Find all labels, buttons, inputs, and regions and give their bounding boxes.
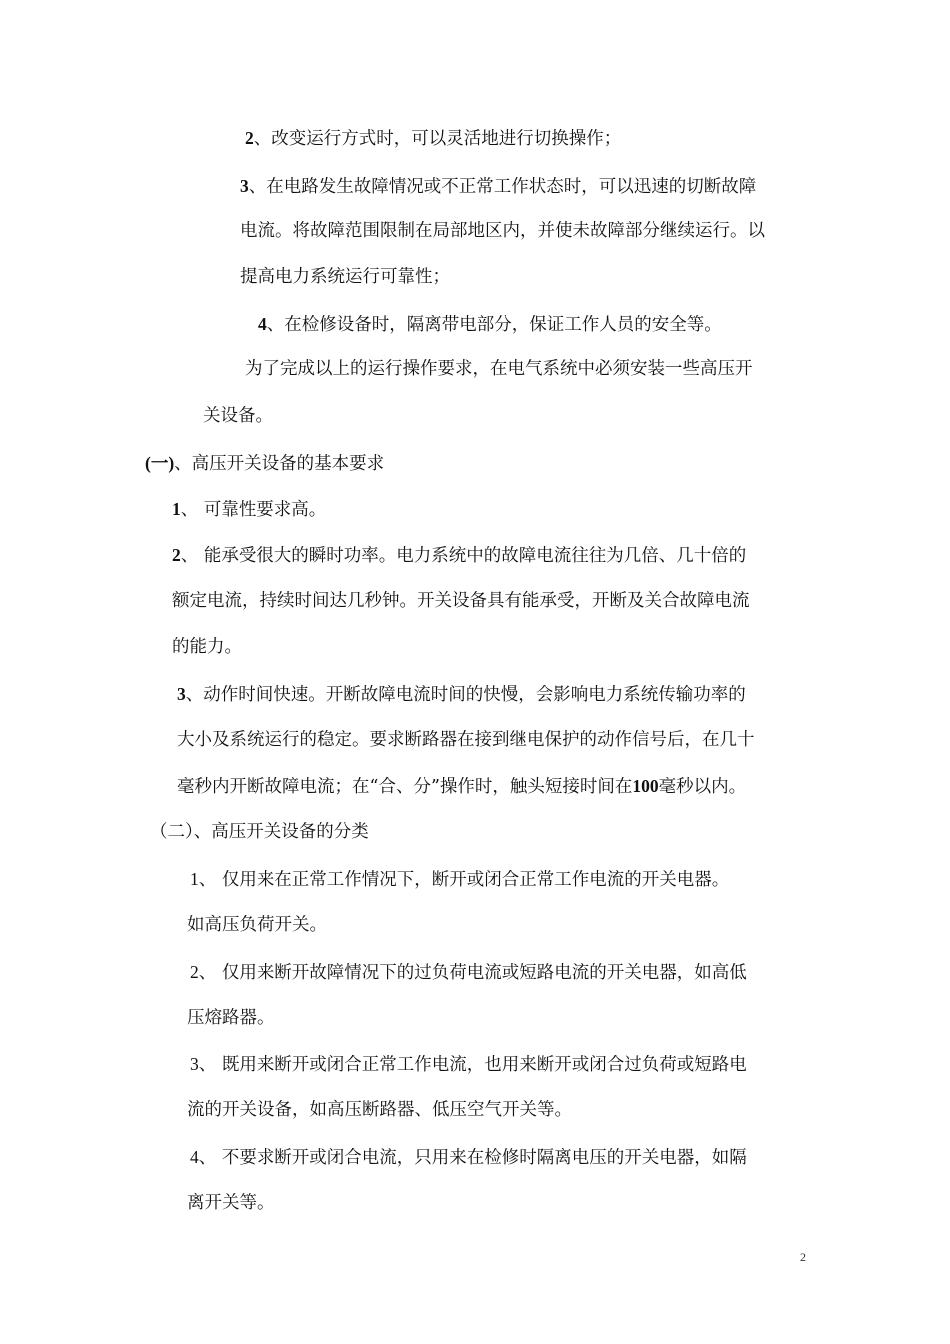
section-1-item-3-line-2: 大小及系统运行的稳定。要求断路器在接到继电保护的动作信号后，在几十 [177,730,755,750]
section-number: (一) [145,453,175,473]
section-2-item-4-line-2: 离开关等。 [187,1193,275,1213]
intro-item-2 [245,126,621,151]
intro-item-4 [258,312,722,337]
item-number: 3 [190,1054,199,1074]
section-title: 、高压开关设备的基本要求 [174,454,385,474]
intro-item-3-line-3: 提高电力系统运行可靠性； [240,267,450,287]
page-number: 2 [800,1250,806,1264]
item-number: 3 [177,684,186,704]
item-text: 、 不要求断开或闭合电流，只用来在检修时隔离电压的开关电器，如隔 [198,1148,747,1168]
section-2-item-4-line-1 [190,1145,747,1170]
section-2-item-1-line-1 [190,867,729,892]
section-1-item-2-line-1 [172,543,746,568]
inline-number: 100 [632,776,659,796]
section-2-item-2-line-1 [190,960,747,985]
section-1-item-2-line-2: 额定电流，持续时间达几秒钟。开关设备具有能承受，开断及关合故障电流 [172,591,750,611]
section-2-item-3-line-2: 流的开关设备，如高压断路器、低压空气开关等。 [187,1100,572,1120]
item-number: 3 [240,176,249,196]
item-text: 、在检修设备时，隔离带电部分，保证工作人员的安全等。 [266,315,722,335]
section-1-item-1 [172,497,326,522]
section-1-item-3-line-1 [177,682,746,707]
intro-summary-line-2: 关设备。 [203,406,273,426]
item-text: 、 能承受很大的瞬时功率。电力系统中的故障电流往往为几倍、几十倍的 [180,546,747,566]
section-2-item-2-line-2: 压熔路器。 [187,1008,275,1028]
intro-item-3-line-1 [240,174,756,199]
section-1-heading [145,451,384,476]
section-1-item-3-line-3 [177,774,746,799]
section-2-item-3-line-1 [190,1052,747,1077]
intro-item-3-line-2: 电流。将故障范围限制在局部地区内，并使未故障部分继续运行。以 [240,221,765,241]
item-number: 4 [190,1147,199,1167]
item-number: 2 [172,545,181,565]
item-number: 2 [245,128,254,148]
item-number: 1 [172,499,181,519]
item-number: 2 [190,962,199,982]
item-number: 4 [258,314,267,334]
item-number: 1 [190,869,199,889]
item-text: 毫秒内开断故障电流；在“合、分”操作时，触头短接时间在 [177,777,633,797]
item-text: 、 可靠性要求高。 [180,500,327,520]
item-text: 、动作时间快速。开断故障电流时间的快慢，会影响电力系统传输功率的 [185,685,746,705]
item-text: 毫秒以内。 [658,777,747,797]
item-text: 、 仅用来在正常工作情况下，断开或闭合正常工作电流的开关电器。 [198,870,730,890]
section-2-item-1-line-2: 如高压负荷开关。 [187,915,327,935]
item-text: 、改变运行方式时，可以灵活地进行切换操作； [253,129,622,149]
section-2-heading: （二）、高压开关设备的分类 [150,822,369,842]
item-text: 、在电路发生故障情况或不正常工作状态时，可以迅速的切断故障 [248,177,757,197]
section-1-item-2-line-3: 的能力。 [172,637,242,657]
item-text: 、 仅用来断开故障情况下的过负荷电流或短路电流的开关电器，如高低 [198,963,747,983]
item-text: 、 既用来断开或闭合正常工作电流，也用来断开或闭合过负荷或短路电 [198,1055,747,1075]
intro-summary-line-1: 为了完成以上的运行操作要求，在电气系统中必须安装一些高压开 [245,359,753,379]
